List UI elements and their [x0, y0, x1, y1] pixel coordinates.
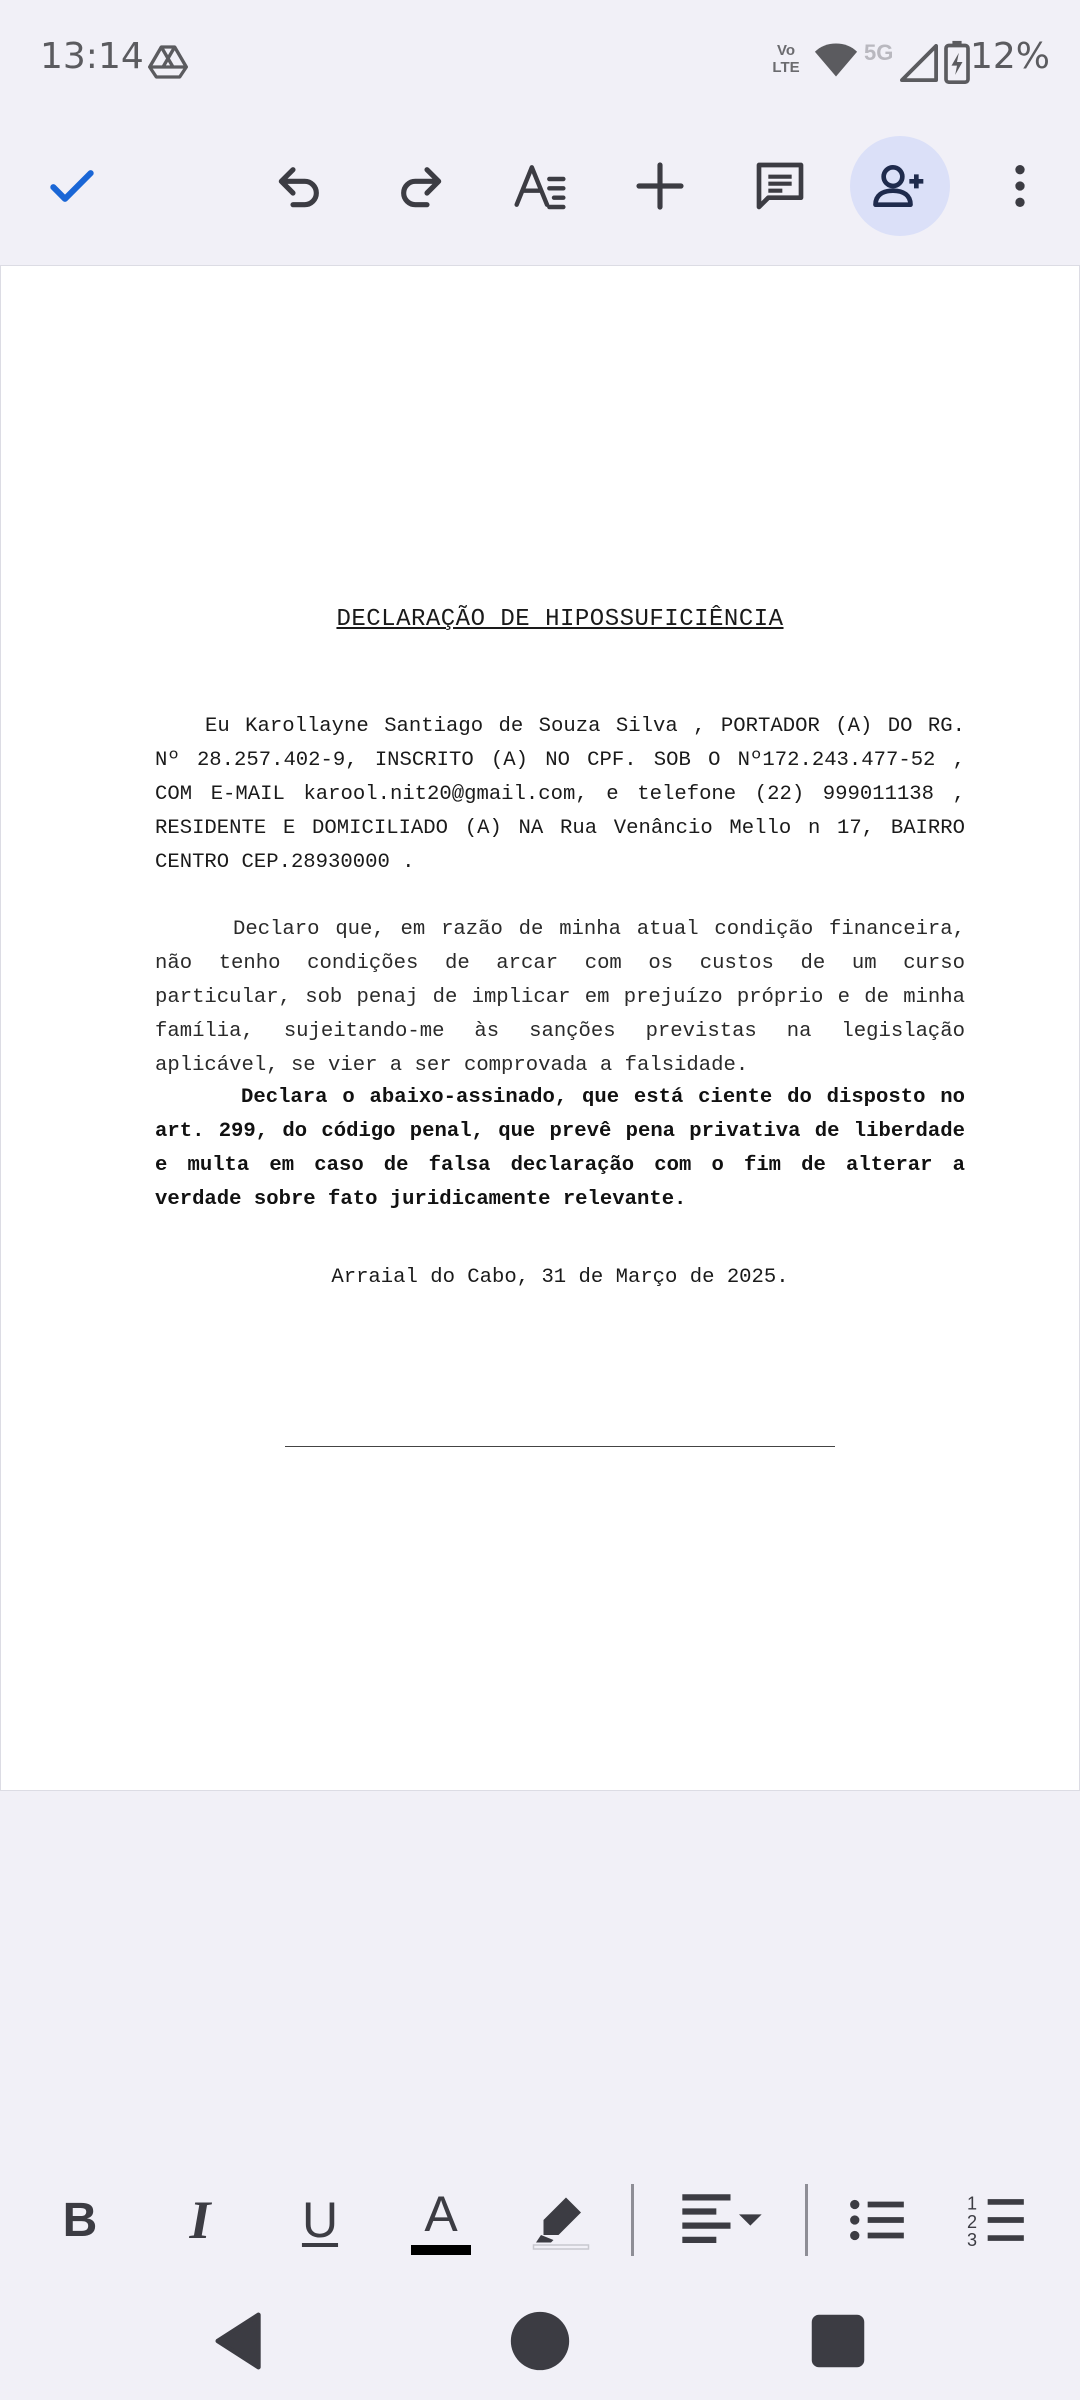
undo-icon [272, 158, 328, 214]
paragraph-identification[interactable]: Eu Karollayne Santiago de Souza Silva , PORTADOR (A) DO RG. Nº 28.257.402-9, INSCRITO (A) NO CPF. SOB O Nº172.243.477-52 , COM E-MAIL karool.nit20@gmail.com, e telefone (22) 999011138 , RESIDENTE E DOMICILIADO (A) NA Rua Venâncio Mello n 17, BAIRRO CENTRO CEP.28930000 . [155, 715, 965, 874]
format-separator-1 [631, 2184, 634, 2256]
comment-button[interactable] [730, 136, 830, 236]
numbered-list-icon [967, 2189, 1029, 2251]
document-page[interactable] [0, 265, 1080, 1691]
underline-button[interactable]: U [301, 2192, 339, 2248]
place-and-date[interactable]: Arraial do Cabo, 31 de Março de 2025. [331, 1266, 789, 1289]
svg-text:2: 2 [967, 2211, 978, 2232]
text-color-swatch [411, 2245, 471, 2255]
next-page[interactable] [0, 1690, 1080, 1791]
text-color-label: A [424, 2186, 458, 2242]
comment-icon [752, 158, 808, 214]
format-separator-2 [805, 2184, 808, 2256]
bold-button[interactable]: B [62, 2193, 98, 2247]
more-options-button[interactable] [970, 136, 1070, 236]
editor-toolbar [0, 120, 1080, 265]
volte-indicator: Vo LTE [772, 42, 800, 76]
svg-text:3: 3 [967, 2229, 978, 2250]
highlight-button[interactable] [521, 2180, 601, 2260]
svg-text:1: 1 [967, 2193, 978, 2214]
redo-button[interactable] [370, 136, 470, 236]
status-time: 13:14 [40, 36, 144, 77]
paragraph-declaration[interactable]: Declaro que, em razão de minha atual condição financeira, não tenho condições de arcar com os custos de um curso particular, sob penaj de implicar em prejuízo próprio e de minha família, sujeitando-me às sanções previstas na legislação aplicável, se vier a ser comprovada a falsidade. [155, 918, 965, 1077]
signal-icon [900, 44, 938, 82]
text-format-icon [512, 158, 568, 214]
drive-icon [148, 42, 188, 82]
bullet-list-button[interactable] [838, 2180, 918, 2260]
share-button[interactable] [850, 136, 950, 236]
status-bar [0, 0, 1080, 120]
italic-button[interactable]: I [189, 2190, 211, 2250]
back-icon[interactable] [206, 2306, 276, 2376]
bullet-list-icon [847, 2189, 909, 2251]
share-icon [872, 158, 928, 214]
document-title[interactable]: DECLARAÇÃO DE HIPOSSUFICIÊNCIA [336, 606, 784, 633]
align-left-icon [679, 2186, 765, 2254]
insert-icon [632, 158, 688, 214]
wifi-icon [814, 40, 858, 80]
battery-icon [944, 40, 970, 84]
highlighter-icon [531, 2190, 591, 2250]
redo-icon [392, 158, 448, 214]
network-type: 5G [864, 40, 894, 65]
text-color-button[interactable] [401, 2180, 481, 2260]
alignment-button[interactable] [672, 2180, 772, 2260]
recents-icon[interactable] [803, 2306, 873, 2376]
insert-button[interactable] [610, 136, 710, 236]
check-icon [44, 158, 100, 214]
paragraph-legal-notice[interactable]: Declara o abaixo-assinado, que está ciente do disposto no art. 299, do código penal, que prevê pena privativa de liberdade e multa em caso de falsa declaração com o fim de alterar a verdade sobre fato juridicamente relevante. [155, 1086, 965, 1211]
battery-percent: 12% [970, 36, 1051, 77]
numbered-list-button[interactable] [958, 2180, 1038, 2260]
text-format-button[interactable] [490, 136, 590, 236]
format-bar [0, 2160, 1080, 2280]
more-icon [992, 158, 1048, 214]
signature-line [285, 1446, 835, 1447]
done-button[interactable] [22, 136, 122, 236]
navigation-bar [0, 2280, 1080, 2400]
undo-button[interactable] [250, 136, 350, 236]
home-icon[interactable] [505, 2306, 575, 2376]
